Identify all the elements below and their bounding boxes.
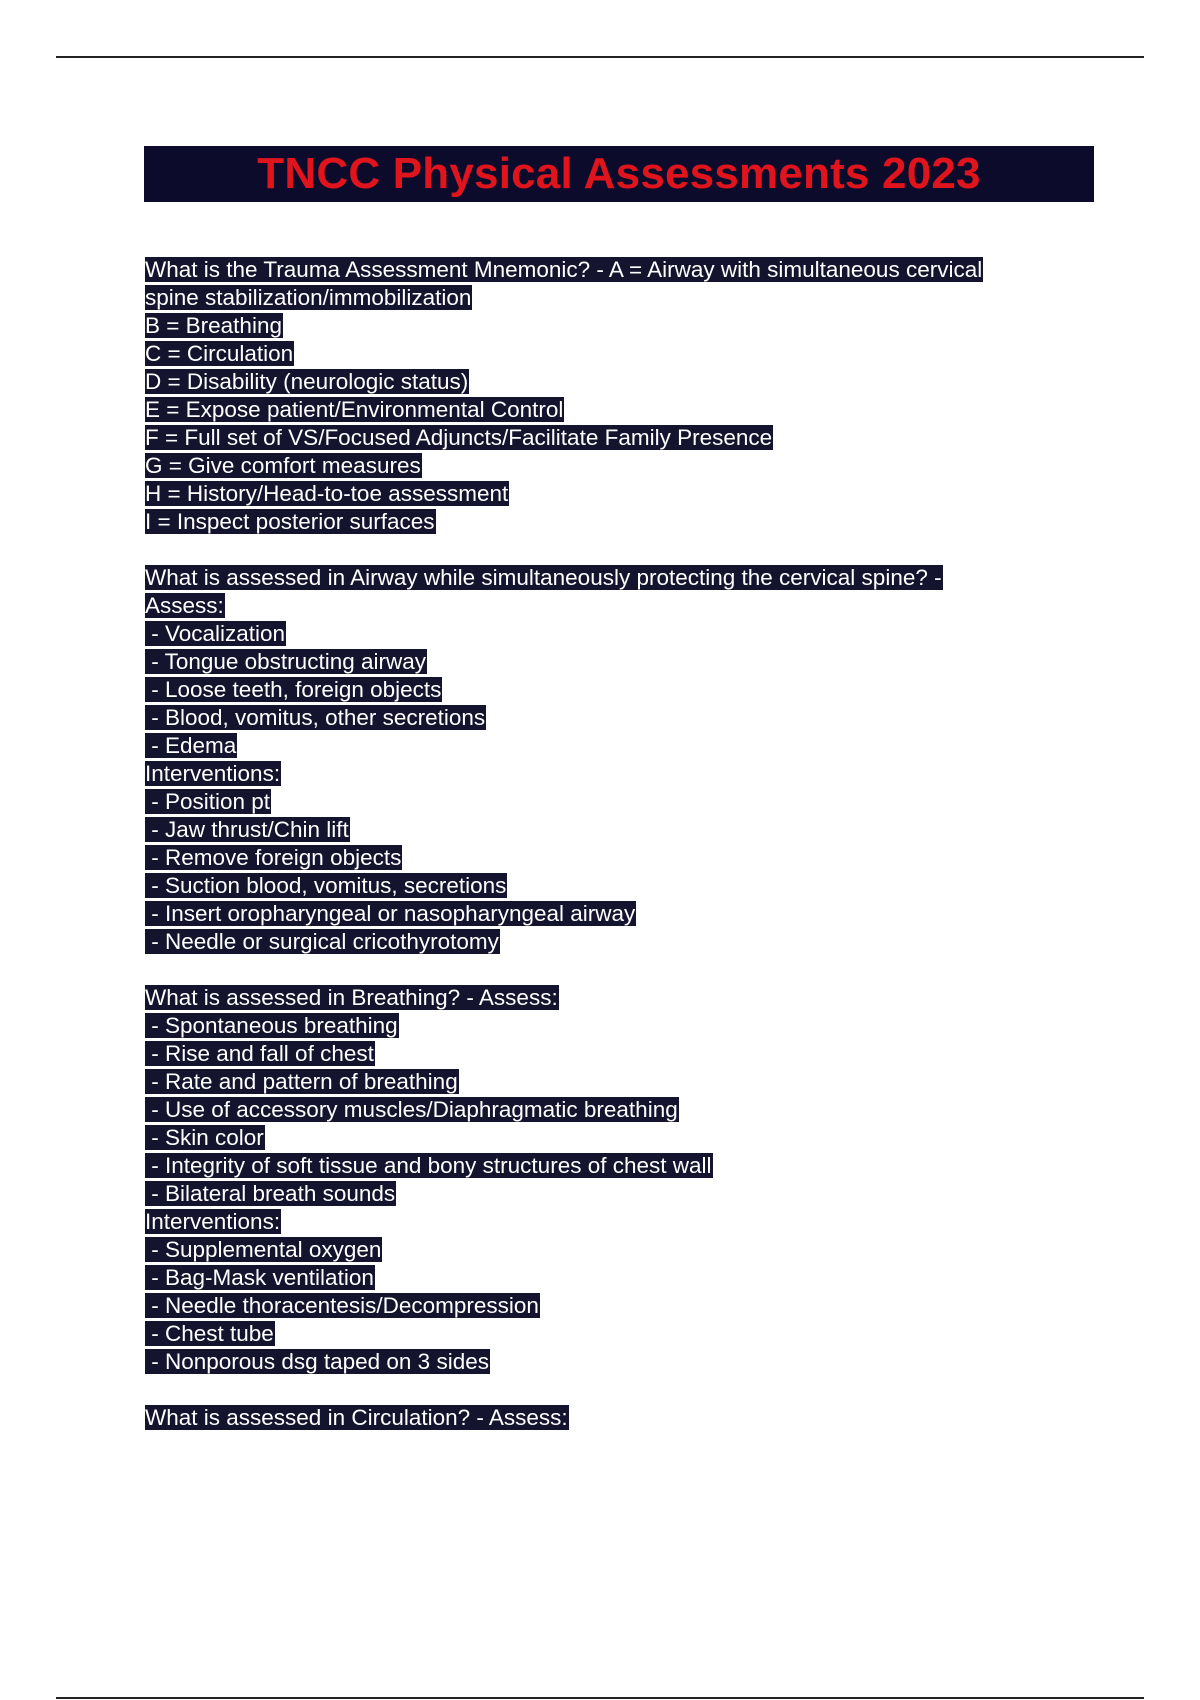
qa-block: [145, 564, 1145, 956]
qa-block: [145, 256, 1145, 536]
highlighted-text: G = Give comfort measures: [145, 453, 421, 478]
footer-rule: [56, 1697, 1144, 1699]
highlighted-text: What is assessed in Circulation? - Assess:: [145, 1405, 568, 1430]
highlighted-text: - Chest tube: [145, 1321, 274, 1346]
highlighted-text: - Loose teeth, foreign objects: [145, 677, 442, 702]
highlighted-text: Interventions:: [145, 1209, 281, 1234]
text-line: [145, 788, 1145, 816]
highlighted-text: - Nonporous dsg taped on 3 sides: [145, 1349, 489, 1374]
text-line: [145, 676, 1145, 704]
highlighted-text: E = Expose patient/Environmental Control: [145, 397, 564, 422]
highlighted-text: D = Disability (neurologic status): [145, 369, 469, 394]
text-line: [145, 620, 1145, 648]
text-line: [145, 480, 1145, 508]
highlighted-text: - Edema: [145, 733, 237, 758]
highlighted-text: - Supplemental oxygen: [145, 1237, 382, 1262]
highlighted-text: What is the Trauma Assessment Mnemonic? - A = Airway with simultaneous cervical: [145, 257, 983, 282]
text-line: [145, 844, 1145, 872]
highlighted-text: - Needle thoracentesis/Decompression: [145, 1293, 539, 1318]
text-line: [145, 984, 1145, 1012]
highlighted-text: Interventions:: [145, 761, 281, 786]
highlighted-text: I = Inspect posterior surfaces: [145, 509, 435, 534]
highlighted-text: F = Full set of VS/Focused Adjuncts/Facilitate Family Presence: [145, 425, 773, 450]
highlighted-text: - Tongue obstructing airway: [145, 649, 426, 674]
highlighted-text: B = Breathing: [145, 313, 282, 338]
title-banner: [144, 146, 1094, 202]
highlighted-text: - Bag-Mask ventilation: [145, 1265, 374, 1290]
text-line: [145, 508, 1145, 536]
highlighted-text: - Remove foreign objects: [145, 845, 402, 870]
text-line: [145, 1404, 1145, 1432]
highlighted-text: - Spontaneous breathing: [145, 1013, 398, 1038]
header-rule: [56, 56, 1144, 58]
text-line: [145, 1236, 1145, 1264]
text-line: [145, 760, 1145, 788]
text-line: [145, 1068, 1145, 1096]
highlighted-text: What is assessed in Breathing? - Assess:: [145, 985, 558, 1010]
text-line: [145, 648, 1145, 676]
text-line: [145, 592, 1145, 620]
text-line: [145, 1180, 1145, 1208]
text-line: [145, 396, 1145, 424]
highlighted-text: - Skin color: [145, 1125, 264, 1150]
document-body: [145, 256, 1145, 1460]
text-line: [145, 732, 1145, 760]
highlighted-text: - Use of accessory muscles/Diaphragmatic breathing: [145, 1097, 678, 1122]
highlighted-text: - Insert oropharyngeal or nasopharyngeal airway: [145, 901, 636, 926]
text-line: [145, 256, 1145, 284]
highlighted-text: - Vocalization: [145, 621, 286, 646]
text-line: [145, 1292, 1145, 1320]
highlighted-text: - Rate and pattern of breathing: [145, 1069, 458, 1094]
text-line: [145, 928, 1145, 956]
text-line: [145, 900, 1145, 928]
text-line: [145, 704, 1145, 732]
text-line: [145, 312, 1145, 340]
text-line: [145, 1348, 1145, 1376]
highlighted-text: - Position pt: [145, 789, 271, 814]
qa-block: [145, 1404, 1145, 1432]
highlighted-text: C = Circulation: [145, 341, 294, 366]
highlighted-text: - Bilateral breath sounds: [145, 1181, 396, 1206]
text-line: [145, 1012, 1145, 1040]
highlighted-text: - Needle or surgical cricothyrotomy: [145, 929, 499, 954]
highlighted-text: - Jaw thrust/Chin lift: [145, 817, 349, 842]
highlighted-text: Assess:: [145, 593, 224, 618]
highlighted-text: spine stabilization/immobilization: [145, 285, 472, 310]
highlighted-text: H = History/Head-to-toe assessment: [145, 481, 509, 506]
text-line: [145, 284, 1145, 312]
highlighted-text: - Rise and fall of chest: [145, 1041, 374, 1066]
text-line: [145, 1264, 1145, 1292]
qa-block: [145, 984, 1145, 1376]
text-line: [145, 872, 1145, 900]
text-line: [145, 340, 1145, 368]
text-line: [145, 1208, 1145, 1236]
highlighted-text: - Blood, vomitus, other secretions: [145, 705, 486, 730]
text-line: [145, 1152, 1145, 1180]
highlighted-text: - Suction blood, vomitus, secretions: [145, 873, 507, 898]
highlighted-text: What is assessed in Airway while simultaneously protecting the cervical spine? -: [145, 565, 942, 590]
text-line: [145, 1320, 1145, 1348]
text-line: [145, 1124, 1145, 1152]
text-line: [145, 1096, 1145, 1124]
highlighted-text: - Integrity of soft tissue and bony structures of chest wall: [145, 1153, 712, 1178]
text-line: [145, 424, 1145, 452]
text-line: [145, 1040, 1145, 1068]
document-title: TNCC Physical Assessments 2023: [257, 149, 981, 198]
text-line: [145, 564, 1145, 592]
text-line: [145, 452, 1145, 480]
text-line: [145, 368, 1145, 396]
text-line: [145, 816, 1145, 844]
